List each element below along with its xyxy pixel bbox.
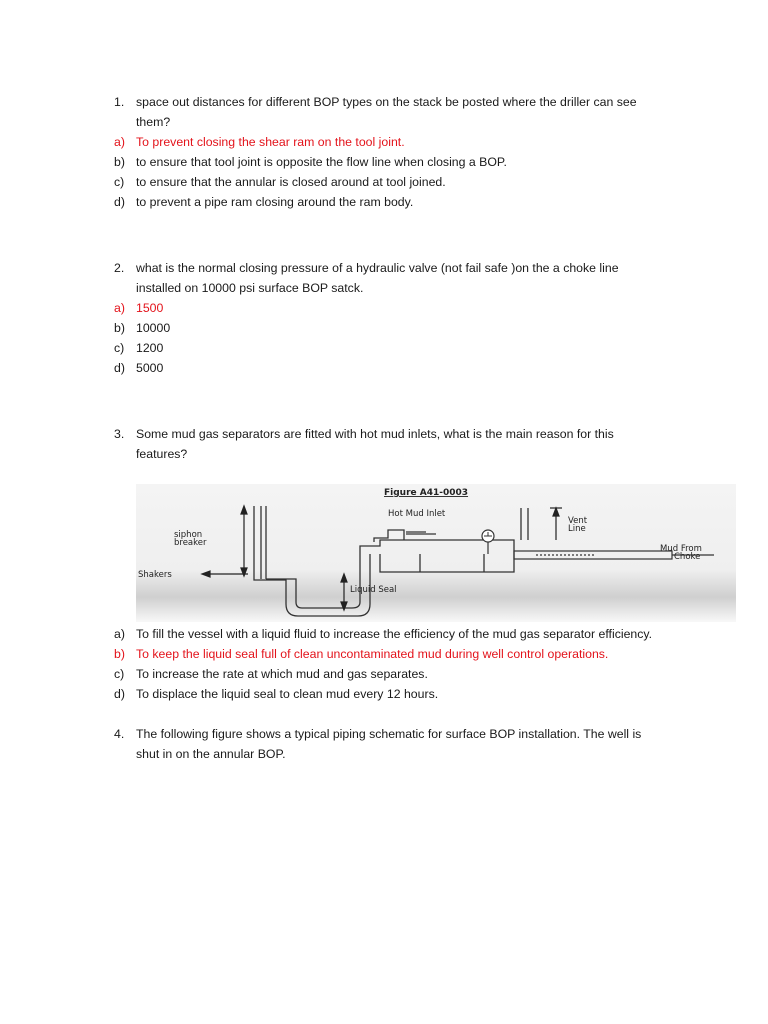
option-letter: b) <box>114 647 125 661</box>
option-letter: d) <box>114 687 125 701</box>
option-text: 10000 <box>136 321 171 335</box>
option-text: To fill the vessel with a liquid fluid to increase the efficiency of the mud gas separator efficiency. <box>136 627 653 641</box>
question-number: 4. <box>114 727 125 741</box>
question-text: The following figure shows a typical piping schematic for surface BOP installation. The well is <box>136 727 642 741</box>
option-letter: b) <box>114 155 125 169</box>
option-text: To displace the liquid seal to clean mud every 12 hours. <box>136 687 439 701</box>
question-number: 1. <box>114 95 125 109</box>
question-text: space out distances for different BOP types on the stack be posted where the driller can see <box>136 95 637 109</box>
option-text: 1200 <box>136 341 164 355</box>
siphon-breaker-label: siphon <box>174 530 203 540</box>
option-letter: a) <box>114 301 125 315</box>
question-text: what is the normal closing pressure of a hydraulic valve (not fail safe )on the a choke line <box>136 261 619 275</box>
option-text: 5000 <box>136 361 164 375</box>
hot-mud-inlet-label: Hot Mud Inlet <box>388 509 446 519</box>
vent-line-label: Line <box>568 524 586 534</box>
option-text-correct: To keep the liquid seal full of clean uncontaminated mud during well control operations. <box>136 647 609 661</box>
question-number: 3. <box>114 427 125 441</box>
option-text-correct: To prevent closing the shear ram on the tool joint. <box>136 135 405 149</box>
question-text: shut in on the annular BOP. <box>136 747 286 761</box>
question-text: features? <box>136 447 188 461</box>
question-number: 2. <box>114 261 125 275</box>
option-letter: b) <box>114 321 125 335</box>
figure-title: Figure A41-0003 <box>384 488 469 498</box>
option-text: to prevent a pipe ram closing around the ram body. <box>136 195 414 209</box>
figure-background <box>136 484 736 622</box>
mud-from-choke-label: Mud From <box>660 544 702 554</box>
option-letter: d) <box>114 195 125 209</box>
option-text: to ensure that tool joint is opposite the flow line when closing a BOP. <box>136 155 507 169</box>
liquid-seal-label: Liquid Seal <box>350 585 397 595</box>
shakers-label: Shakers <box>138 570 172 580</box>
siphon-breaker-label: breaker <box>174 538 207 548</box>
option-letter: a) <box>114 135 125 149</box>
mud-from-choke-label: Choke <box>674 552 701 562</box>
option-letter: c) <box>114 667 125 681</box>
mud-gas-separator-figure <box>136 484 736 622</box>
question-text: them? <box>136 115 171 129</box>
option-letter: c) <box>114 175 125 189</box>
question-text: installed on 10000 psi surface BOP satck. <box>136 281 364 295</box>
vent-line-label: Vent <box>568 516 588 526</box>
option-text-correct: 1500 <box>136 301 164 315</box>
option-text: To increase the rate at which mud and gas separates. <box>136 667 428 681</box>
option-letter: d) <box>114 361 125 375</box>
question-text: Some mud gas separators are fitted with hot mud inlets, what is the main reason for this <box>136 427 614 441</box>
option-text: to ensure that the annular is closed around at tool joined. <box>136 175 446 189</box>
option-letter: c) <box>114 341 125 355</box>
option-letter: a) <box>114 627 125 641</box>
